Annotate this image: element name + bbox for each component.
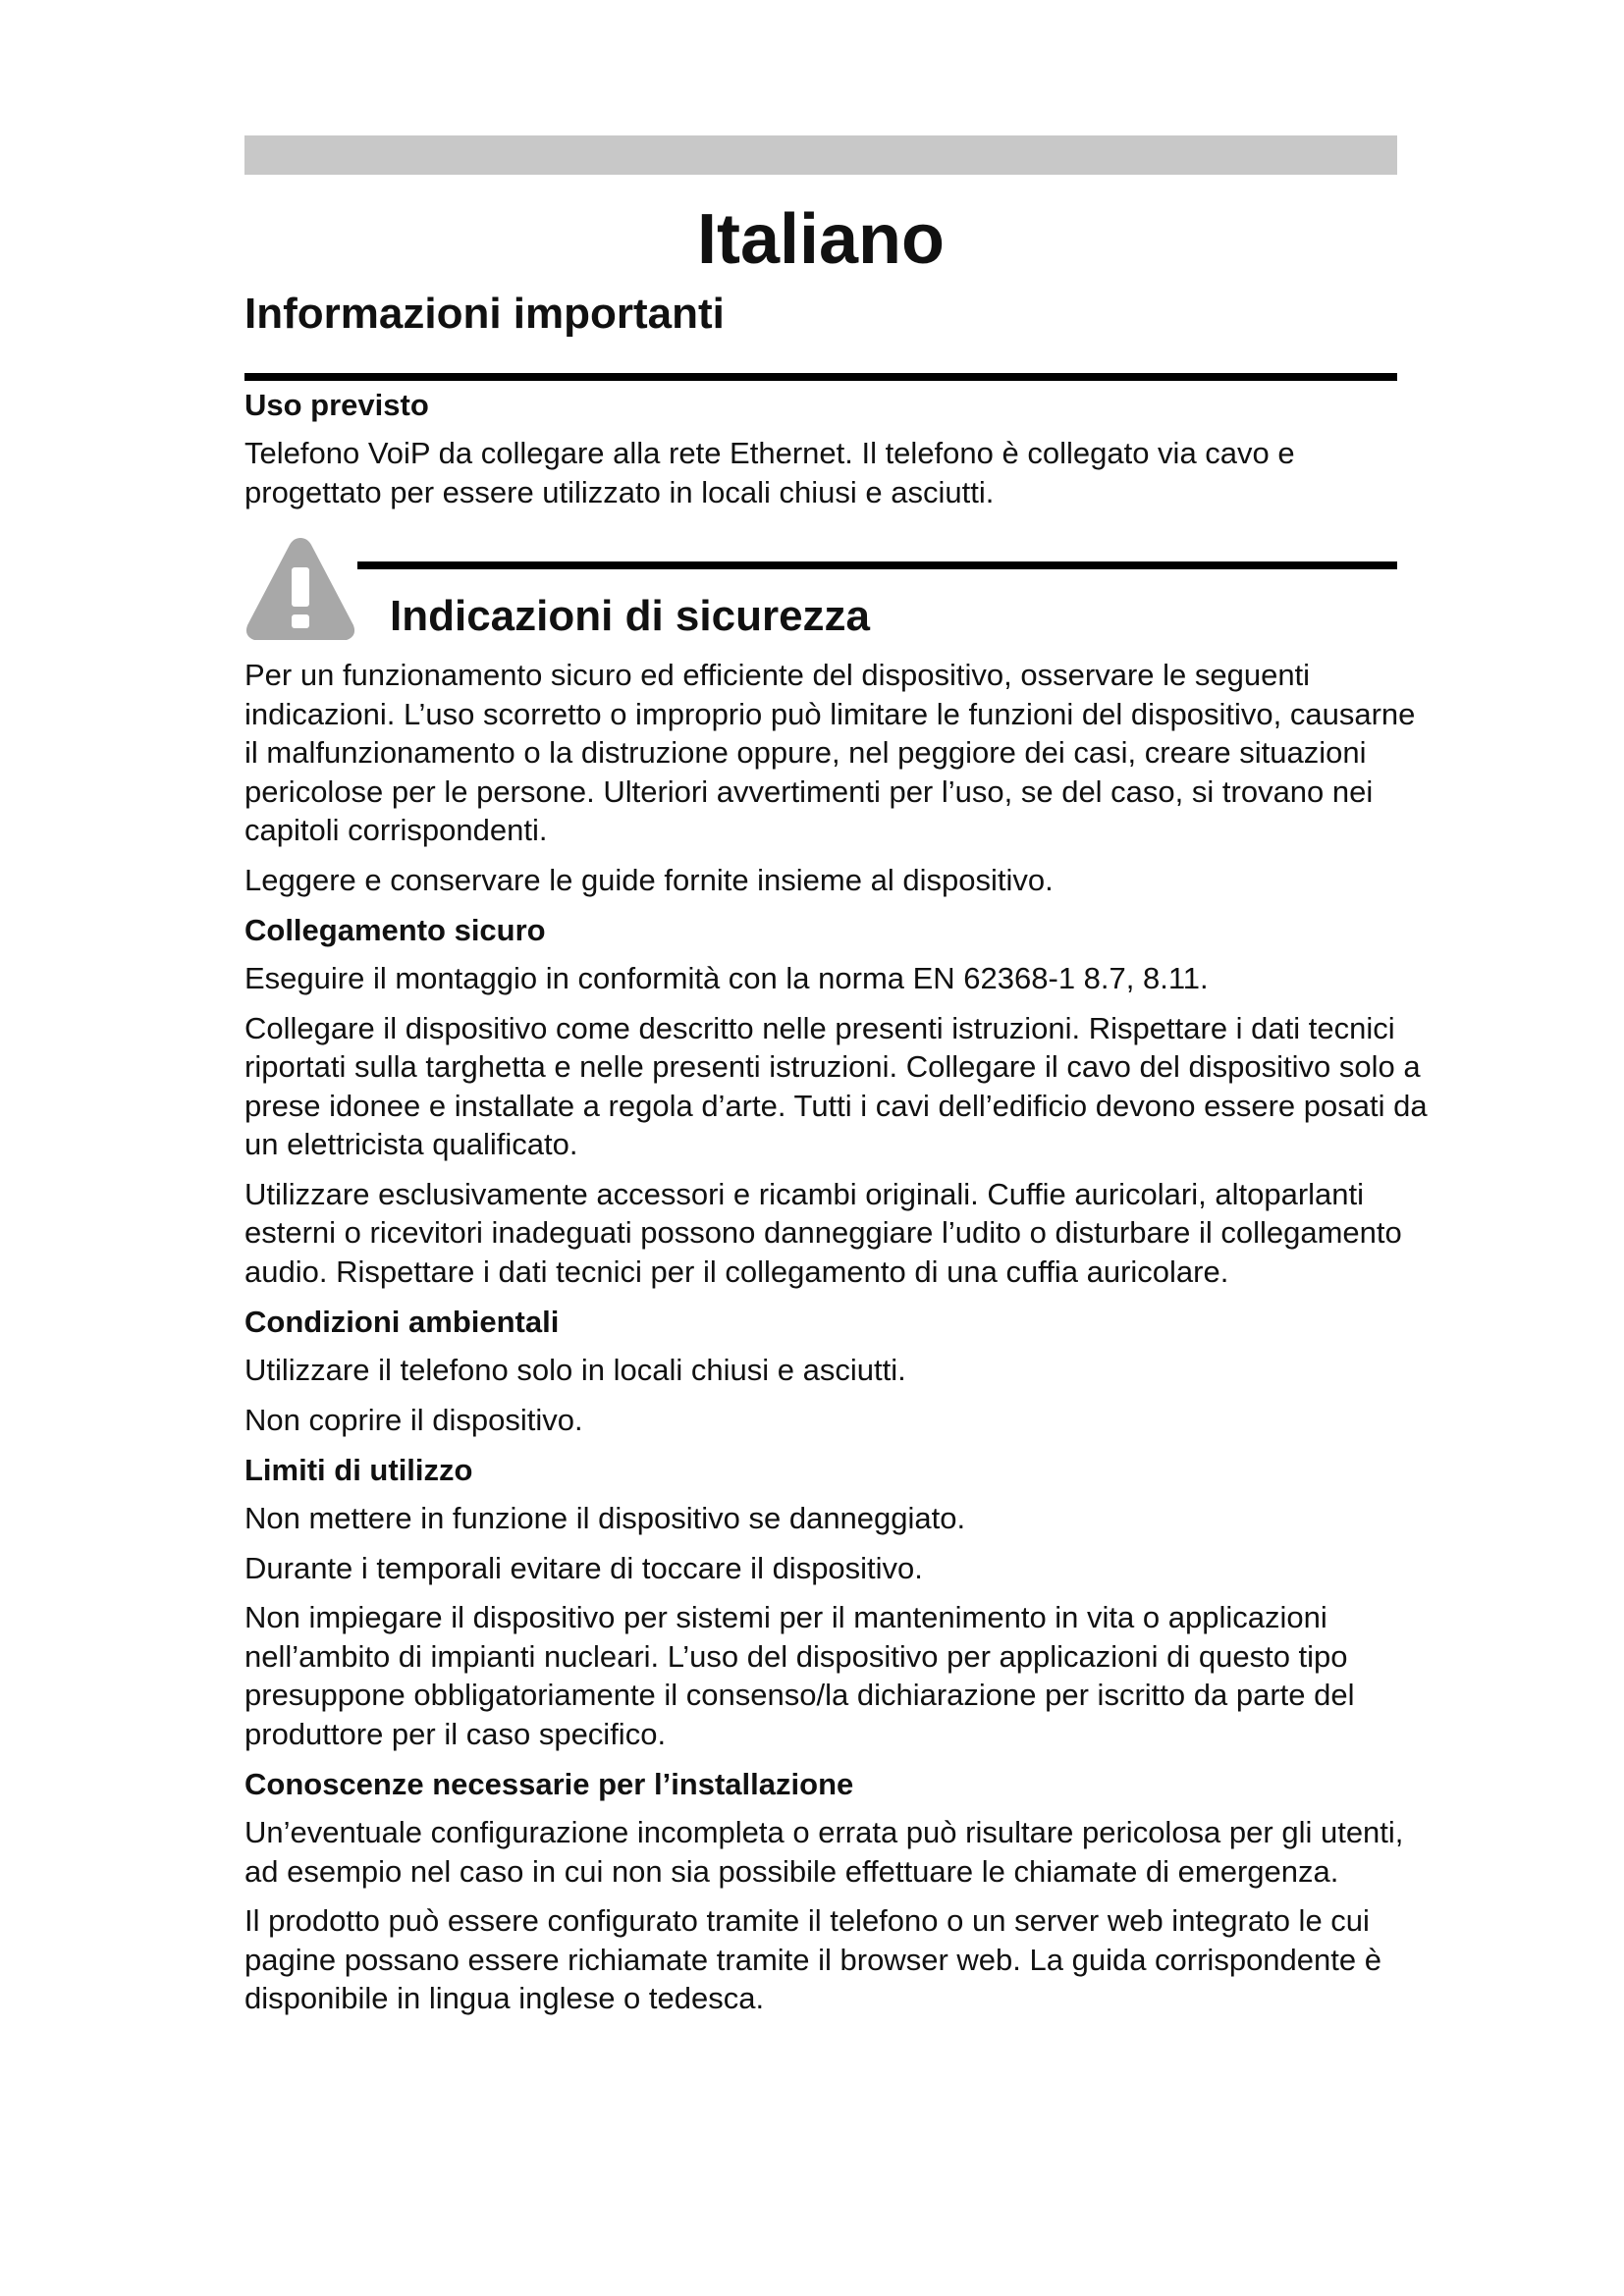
safety-content [244,656,1433,2029]
environment-p2: Non coprire il dispositivo. [244,1402,583,1437]
safety-divider [357,561,1397,569]
section-title: Informazioni importanti [244,290,725,338]
limits-heading: Limiti di utilizzo [244,1453,473,1487]
installation-heading: Conoscenze necessarie per l’installazione [244,1767,854,1801]
safe-connection-p3: Utilizzare esclusivamente accessori e ricambi originali. Cuffie auricolari, altoparlanti esterni o ricevitori inadeguati possono danneggiare l’udito o disturbare il collegamento audio. Rispettare i dati tecnici per il collegamento di una cuffia auricolare. [244,1176,1402,1289]
intended-use-section [244,385,1433,521]
intended-use-text: Telefono VoiP da collegare alla rete Ethernet. Il telefono è collegato via cavo e progettato per essere utilizzato in locali chiusi e asciutti. [244,436,1295,509]
safe-connection-p1: Eseguire il montaggio in conformità con la norma EN 62368-1 8.7, 8.11. [244,961,1209,995]
limits-p2: Durante i temporali evitare di toccare il dispositivo. [244,1550,923,1585]
safety-read-guides: Leggere e conservare le guide fornite insieme al dispositivo. [244,862,1054,897]
intended-use-heading: Uso previsto [244,388,429,422]
installation-p2: Il prodotto può essere configurato tramite il telefono o un server web integrato le cui pagine possano essere richiamate tramite il browser web. La guida corrispondente è disponibile in lingua inglese o tedesca. [244,1903,1381,2015]
header-bar [244,135,1397,175]
safe-connection-heading: Collegamento sicuro [244,913,546,947]
warning-triangle-icon [243,534,358,644]
limits-p3: Non impiegare il dispositivo per sistemi per il mantenimento in vita o applicazioni nell’ambito di impianti nucleari. L’uso del dispositivo per applicazioni di questo tipo presuppone obbligatoriamente il consenso/la dichiarazione per iscritto da parte del produttore per il caso specifico. [244,1600,1355,1751]
environment-heading: Condizioni ambientali [244,1305,560,1339]
safe-connection-p2: Collegare il dispositivo come descritto nelle presenti istruzioni. Rispettare i dati tecnici riportati sulla targhetta e nelle presenti istruzioni. Collegare il cavo del dispositivo solo a prese idonee e installate a regola d’arte. Tutti i cavi dell’edificio devono essere posati da un elettricista qualificato. [244,1010,1428,1161]
language-title: Italiano [696,200,946,279]
environment-p1: Utilizzare il telefono solo in locali chiusi e asciutti. [244,1353,906,1387]
safety-intro: Per un funzionamento sicuro ed efficiente del dispositivo, osservare le seguenti indicazioni. L’uso scorretto o improprio può limitare le funzioni del dispositivo, causarne il malfunzionamento o la distruzione oppure, nel peggiore dei casi, creare situazioni pericolose per le persone. Ulteriori avvertimenti per l’uso, se del caso, si trovano nei capitoli corrispondenti. [244,658,1416,847]
installation-p1: Un’eventuale configurazione incompleta o errata può risultare pericolosa per gli utenti, ad esempio nel caso in cui non sia possibile effettuare le chiamate di emergenza. [244,1815,1404,1889]
section-divider [244,373,1397,381]
safety-title: Indicazioni di sicurezza [390,592,871,640]
limits-p1: Non mettere in funzione il dispositivo se danneggiato. [244,1501,966,1535]
